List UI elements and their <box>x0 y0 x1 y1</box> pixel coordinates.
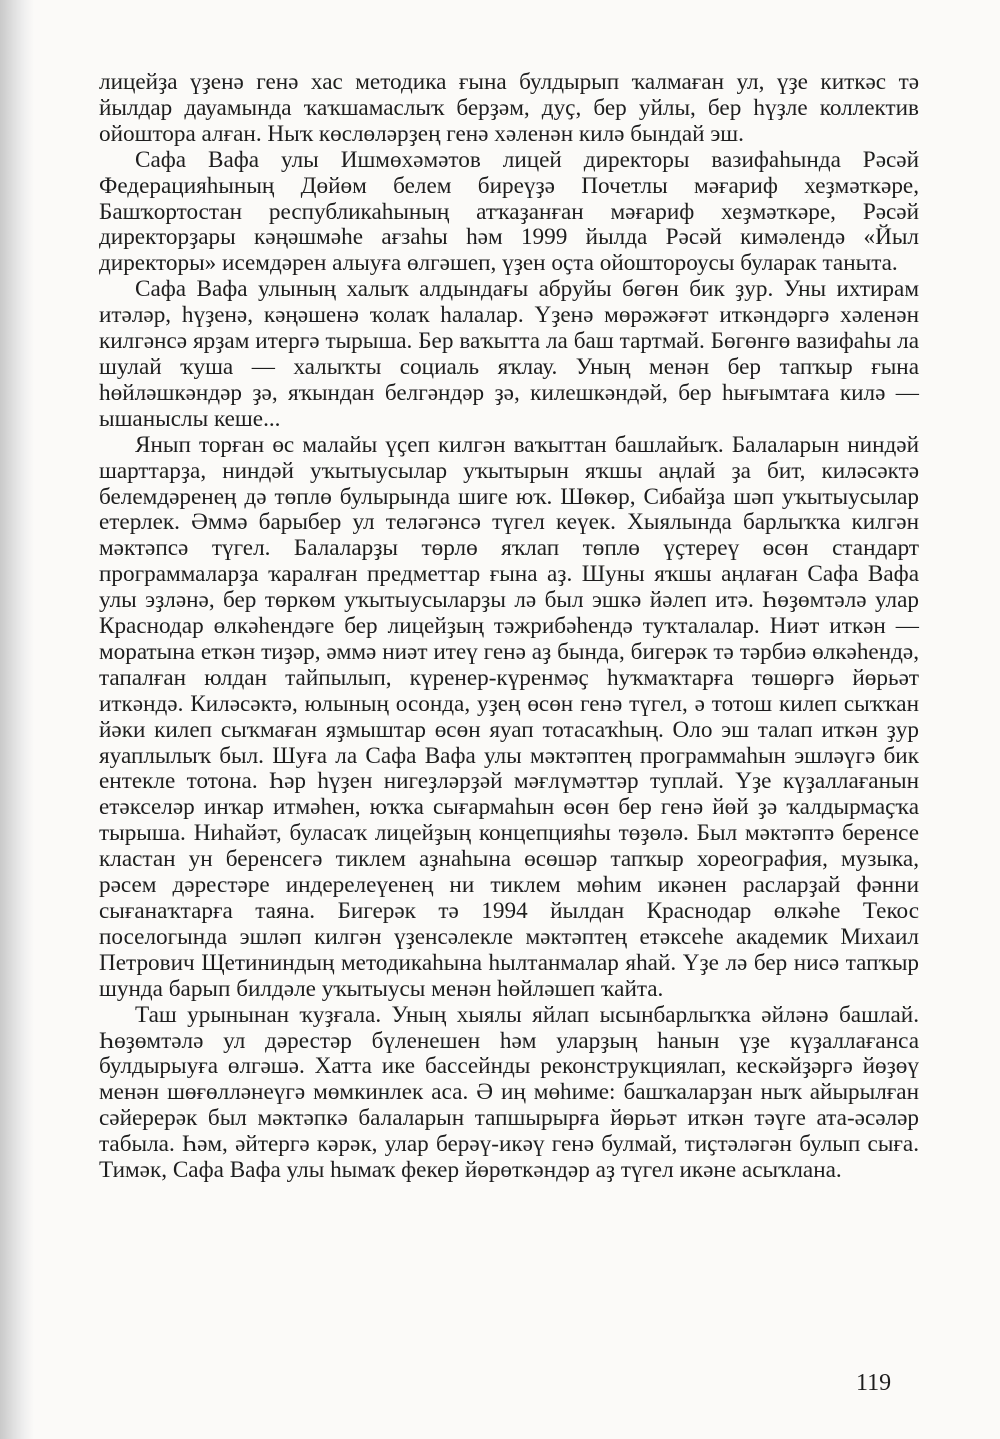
paragraph-5: Таш урынынан ҡуҙғала. Уның хыялы яйлап ысынбарлыҡҡа әйләнә башлай. Һөҙөмтәлә ул дәрестәр бүленешен һәм уларҙың һанын үҙе күҙаллағанса булдырыуға өлгәшә. Хатта ике бассейнды реконструкциялап, кескәйҙәргә йөҙөү менән шөғөлләнеүгә мөмкинлек аса. Ә иң мөһиме: башҡаларҙан ныҡ айырылған сәйерерәк был мәктәпкә балаларын тапшырырға йөрьәт иткән тәүге ата-әсәләр табыла. Һәм, әйтергә кәрәк, улар берәү-икәү генә булмай, тиҫтәләгән булып сыға. Тимәк, Сафа Вафа улы һымаҡ фекер йөрөткәндәр аҙ түгел икәне асыҡлана. <box>99 1001 919 1184</box>
body-text <box>99 70 919 1184</box>
paragraph-1: лицейҙа үҙенә генә хас методика ғына булдырып ҡалмаған ул, үҙе киткәс тә йылдар дауамында ҡаҡшамаслыҡ берҙәм, дуҫ, бер уйлы, бер һүҙле коллектив ойоштора алған. Ныҡ көслөләрҙең генә хәленән килә бындай эш. <box>99 69 919 147</box>
paragraph-4: Янып торған өс малайы үҫеп килгән ваҡыттан башлайыҡ. Балаларын ниндәй шарттарҙа, ниндәй уҡытыусылар уҡытырын яҡшы аңлай ҙа бит, киләсәктә белемдәренең дә төплө булырында шиге юҡ. Шөкөр, Сибайҙа шәп уҡытыусылар етерлек. Әммә барыбер ул теләгәнсә түгел кеүек. Хыялында барлыҡҡа килгән мәктәпсә түгел. Балаларҙы төрлө яҡлап төплө үҫтереү өсөн стандарт программаларҙа ҡаралған предметтар ғына аҙ. Шуны яҡшы аңлаған Сафа Вафа улы эҙләнә, бер төркөм уҡытыусыларҙы лә был эшкә йәлеп итә. Һөҙөмтәлә улар Краснодар өлкәһендәге бер лицейҙың тәжрибәһендә туҡталалар. Ниәт иткән — моратына еткән тиҙәр, әммә ниәт итеү генә аҙ бында, бигерәк тә тәрбиә өлкәһендә, тапалған юлдан тайпылып, күренер-күренмәҫ һуҡмаҡтарға төшөргә йөрьәт иткәндә. Киләсәктә, юлының осонда, уҙең өсөн генә түгел, ә тотош килеп сыҡҡан йәки килеп сыҡмаған яҙмыштар өсөн яуап тотасаҡһың. Оло эш талап иткән ҙур яуаплылыҡ был. Шуға ла Сафа Вафа улы мәктәптең программаһын эшләүгә бик ентекле тотона. Һәр һүҙен нигеҙләрҙәй мәғлүмәттәр туплай. Үҙе күҙаллағанын етәкселәр инҡар итмәһен, юҡҡа сығармаһын өсөн бер генә йөй ҙә ҡалдырмаҫҡа тырыша. Ниһайәт, буласаҡ лицейҙың концепцияһы төҙөлә. Был мәктәптә беренсе кластан ун беренсегә тиклем аҙнаһына өсөшәр тапҡыр хореография, музыка, рәсем дәрестәре индерелеүенең ни тиклем мөһим икәнен расларҙай фәнни сығанаҡтарға таяна. Бигерәк тә 1994 йылдан Краснодар өлкәһе Текос поселогында эшләп килгән үҙенсәлекле мәктәптең етәксеһе академик Михаил Петрович Щетининдың методикаһына һылтанмалар яһай. Үҙе лә бер нисә тапҡыр шунда барып билдәле уҡытыусы менән һөйләшеп ҡайта. <box>99 431 919 1002</box>
page-number: 119 <box>856 1370 892 1396</box>
paragraph-2: Сафа Вафа улы Ишмөхәмәтов лицей директоры вазифаһында Рәсәй Федерацияһының Дөйөм белем биреүҙә Почетлы мәғариф хеҙмәткәре, Башҡортостан республикаһының атҡаҙанған мәғариф хеҙмәткәре, Рәсәй директорҙары кәңәшмәһе ағзаһы һәм 1999 йылда Рәсәй кимәлендә «Йыл директоры» исемдәрен алыуға өлгәшеп, үҙен оҫта ойоштороусы буларак таныта. <box>99 146 919 277</box>
binding-shadow <box>0 0 34 1439</box>
paragraph-3: Сафа Вафа улының халыҡ алдындағы абруйы бөгөн бик ҙур. Уны ихтирам итәләр, һүҙенә, кәңәшенә ҡолаҡ һалалар. Үҙенә мөрәжәғәт иткәндәргә хәленән килгәнсә ярҙам итергә тырыша. Бер ваҡытта ла баш тартмай. Бөгөнгө вазифаһы ла шулай ҡуша — халыҡты социаль яҡлау. Уның менән бер тапҡыр ғына һөйләшкәндәр ҙә, яҡындан белгәндәр ҙә, килешкәндәй, бер һығымтаға килә — ышаныслы кеше... <box>99 276 919 432</box>
